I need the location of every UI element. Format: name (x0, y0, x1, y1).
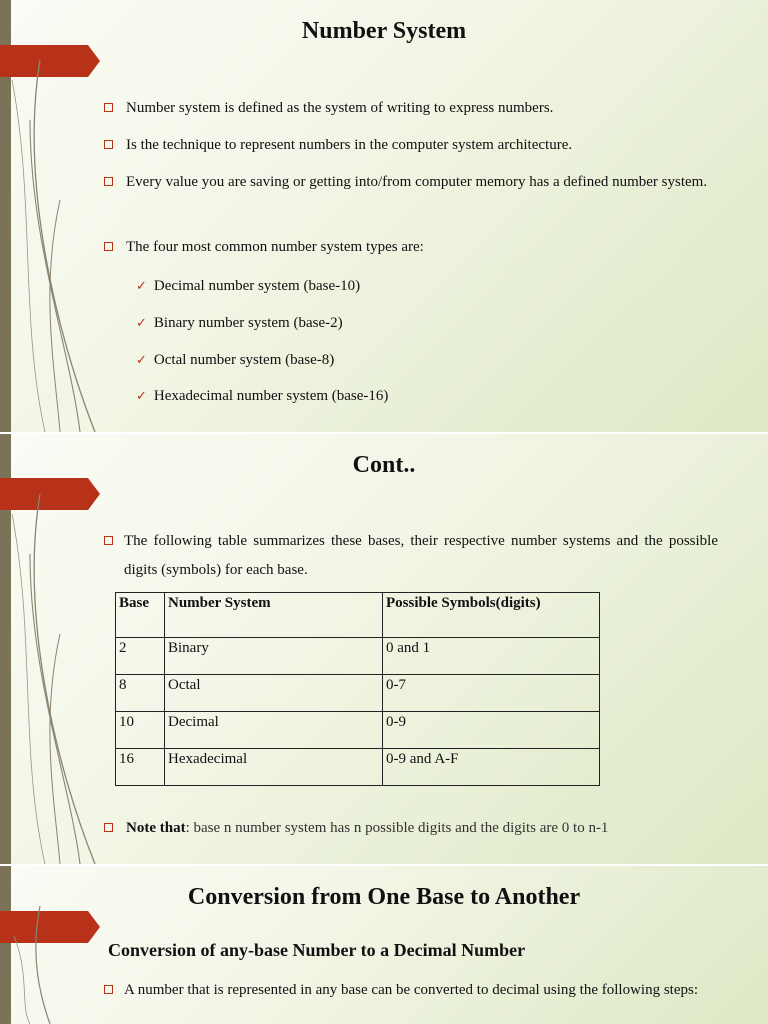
decorative-curves (0, 0, 120, 432)
check-item-binary: ✓ Binary number system (base-2) (136, 315, 343, 331)
cell-base: 2 (116, 638, 165, 675)
checkmark-icon: ✓ (136, 389, 147, 404)
cell-system: Binary (165, 638, 383, 675)
square-bullet-icon (104, 140, 113, 149)
cell-base: 16 (116, 749, 165, 786)
slide-1-title: Number System (301, 18, 467, 44)
bullet-3: Every value you are saving or getting into/from computer memory has a defined number system. (104, 168, 718, 197)
bullet-2: Is the technique to represent numbers in the computer system architecture. (104, 131, 718, 160)
slide-3-title: Conversion from One Base to Another (187, 884, 581, 910)
cell-system: Octal (165, 675, 383, 712)
cell-symbols: 0 and 1 (383, 638, 600, 675)
cell-symbols: 0-9 (383, 712, 600, 749)
bullet-1: Number system is defined as the system of writing to express numbers. (104, 94, 718, 123)
square-bullet-icon (104, 823, 113, 832)
table-row (116, 675, 600, 712)
check-item-hexadecimal: ✓ Hexadecimal number system (base-16) (136, 388, 389, 404)
note-text: : base n number system has n possible digits and the digits are 0 to n-1 (185, 820, 609, 836)
check-item-decimal: ✓ Decimal number system (base-10) (136, 278, 361, 294)
square-bullet-icon (104, 103, 113, 112)
slide-1 (0, 0, 768, 432)
conversion-bullet: A number that is represented in any base can be converted to decimal using the following steps: (104, 976, 718, 1005)
checkmark-icon: ✓ (136, 353, 147, 368)
checkmark-icon: ✓ (136, 316, 147, 331)
square-bullet-icon (104, 985, 113, 994)
slide-2-title: Cont.. (352, 452, 416, 478)
table-row (116, 638, 600, 675)
cell-symbols: 0-9 and A-F (383, 749, 600, 786)
square-bullet-icon (104, 536, 113, 545)
table-row (116, 749, 600, 786)
table-header-row (116, 593, 600, 638)
note-label: Note that (126, 820, 186, 836)
cell-symbols: 0-7 (383, 675, 600, 712)
square-bullet-icon (104, 242, 113, 251)
table-row (116, 712, 600, 749)
cell-base: 10 (116, 712, 165, 749)
header-number-system: Number System (165, 593, 383, 638)
bullet-4: The four most common number system types are: (104, 233, 718, 262)
bases-table (115, 592, 600, 786)
header-possible-symbols: Possible Symbols(digits) (383, 593, 600, 638)
cell-system: Decimal (165, 712, 383, 749)
check-item-octal: ✓ Octal number system (base-8) (136, 352, 335, 368)
slide-3-subtitle: Conversion of any-base Number to a Decimal Number (108, 940, 526, 960)
checkmark-icon: ✓ (136, 279, 147, 294)
decorative-curves (0, 434, 120, 864)
note-bullet (104, 814, 718, 843)
cell-system: Hexadecimal (165, 749, 383, 786)
header-base: Base (116, 593, 165, 638)
table-intro-bullet: The following table summarizes these bases, their respective number systems and the possible digits (symbols) for each base. (104, 527, 718, 585)
cell-base: 8 (116, 675, 165, 712)
square-bullet-icon (104, 177, 113, 186)
